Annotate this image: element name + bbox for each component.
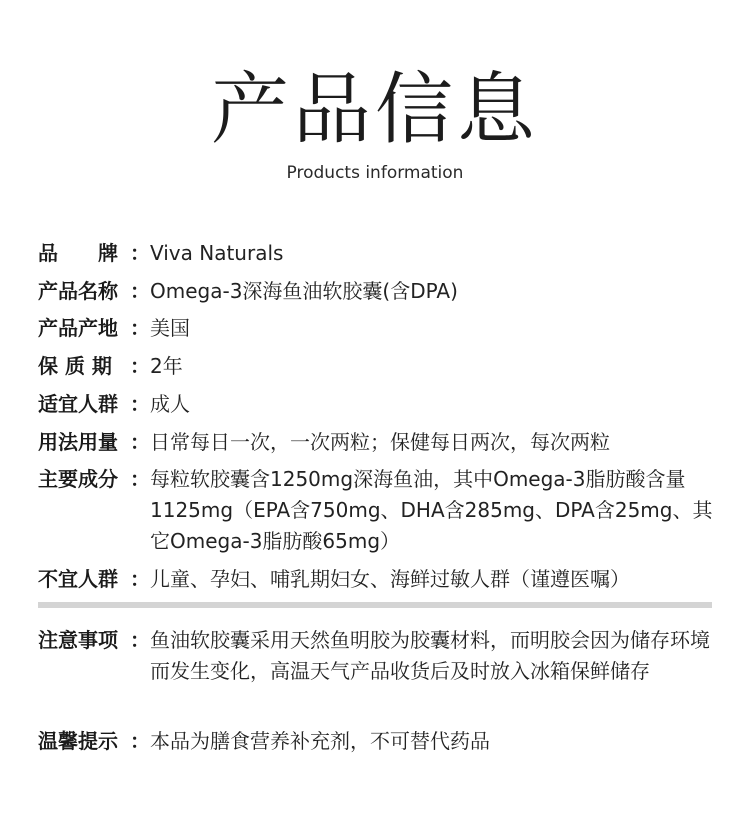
info-value-origin: 美国 [150, 316, 190, 340]
label-colon: ： [130, 354, 150, 378]
info-value-dosage: 日常每日一次，一次两粒；保健每日两次，每次两粒 [150, 430, 610, 454]
label-colon: ： [130, 430, 150, 454]
label-colon: ： [130, 729, 150, 753]
page-subtitle: Products information [286, 163, 464, 183]
info-value-brand: Viva Naturals [150, 241, 284, 265]
label-colon: ： [130, 279, 150, 303]
info-value-ingredients: 每粒软胶囊含1250mg深海鱼油，其中Omega-3脂肪酸含量1125mg（EPA含750mg、DHA含285mg、DPA含25mg、其它Omega-3脂肪酸65mg） [150, 467, 713, 553]
note-label-reminder: 温馨提示 [38, 729, 118, 753]
info-label-origin: 产品产地 [38, 316, 118, 340]
info-value-target-group: 成人 [150, 392, 190, 416]
page-title: 产品信息 [210, 65, 539, 155]
note-value-precautions: 鱼油软胶囊采用天然鱼明胶为胶囊材料，而明胶会因为储存环境而发生变化，高温天气产品收货后及时放入冰箱保鲜储存 [150, 628, 710, 683]
label-colon: ： [130, 628, 150, 652]
note-value-reminder: 本品为膳食营养补充剂，不可替代药品 [150, 729, 490, 753]
section-divider [38, 602, 712, 608]
label-colon: ： [130, 467, 150, 491]
label-colon: ： [130, 241, 150, 265]
info-label-unsuitable-group: 不宜人群 [38, 567, 118, 591]
label-colon: ： [130, 392, 150, 416]
info-value-shelf-life: 2年 [150, 354, 183, 378]
label-colon: ： [130, 567, 150, 591]
info-value-product-name: Omega-3深海鱼油软胶囊(含DPA) [150, 279, 458, 303]
label-colon: ： [130, 316, 150, 340]
info-label-target-group: 适宜人群 [38, 392, 118, 416]
note-label-precautions: 注意事项 [38, 628, 118, 652]
info-label-shelf-life: 保 质 期 [38, 354, 112, 378]
info-value-unsuitable-group: 儿童、孕妇、哺乳期妇女、海鲜过敏人群（谨遵医嘱） [150, 567, 630, 591]
info-label-product-name: 产品名称 [38, 279, 118, 303]
info-label-dosage: 用法用量 [38, 430, 118, 454]
info-label-brand: 品 牌 [38, 241, 118, 265]
info-label-ingredients: 主要成分 [38, 467, 118, 491]
